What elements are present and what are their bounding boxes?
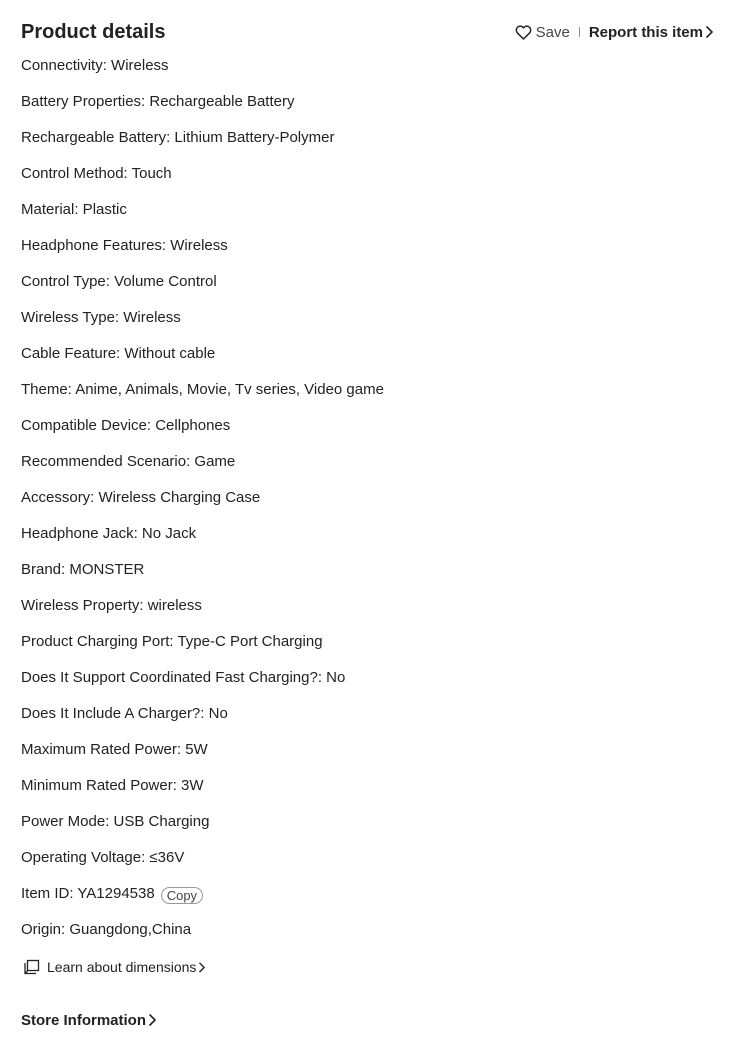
detail-row: Control Type: Volume Control [21,273,217,290]
chevron-right-icon [703,26,713,38]
detail-row: Connectivity: Wireless [21,57,169,74]
chevron-right-icon [146,1014,156,1026]
detail-row: Theme: Anime, Animals, Movie, Tv series, Video game [21,381,384,398]
detail-row: Does It Support Coordinated Fast Charging?: No [21,669,346,686]
detail-row: Maximum Rated Power: 5W [21,741,208,758]
save-label: Save [535,23,570,41]
detail-row: Headphone Features: Wireless [21,237,228,254]
detail-row: Control Method: Touch [21,165,172,182]
origin-row: Origin: Guangdong,China [21,921,192,938]
save-button[interactable] [515,24,570,41]
detail-row: Brand: MONSTER [21,561,145,578]
detail-row: Headphone Jack: No Jack [21,525,197,542]
header-actions [515,18,713,46]
detail-row: Rechargeable Battery: Lithium Battery-Polymer [21,129,335,146]
detail-row: Product Charging Port: Type-C Port Charging [21,633,323,650]
detail-row: Accessory: Wireless Charging Case [21,489,261,506]
detail-row: Does It Include A Charger?: No [21,705,228,722]
detail-row: Operating Voltage: ≤36V [21,849,185,866]
page-title: Product details [21,21,166,43]
detail-row: Minimum Rated Power: 3W [21,777,204,794]
product-details-list [21,48,711,948]
detail-row: Material: Plastic [21,201,127,218]
detail-row: Power Mode: USB Charging [21,813,210,830]
detail-row: Recommended Scenario: Game [21,453,236,470]
detail-row: Wireless Property: wireless [21,597,202,614]
item-id-text: Item ID: YA1294538 [21,885,155,902]
product-details-header [21,18,713,46]
report-item-link[interactable] [589,24,713,41]
item-id-row [21,876,711,912]
report-label: Report this item [588,23,703,41]
learn-about-dimensions-link[interactable] [24,956,205,978]
store-information-link[interactable] [21,1008,156,1032]
store-information-label: Store Information [21,1011,147,1029]
dimensions-label: Learn about dimensions [47,959,197,975]
copy-button[interactable]: Copy [161,887,203,904]
heart-icon [515,25,536,40]
detail-row: Wireless Type: Wireless [21,309,181,326]
detail-row: Battery Properties: Rechargeable Battery [21,93,295,110]
detail-row: Cable Feature: Without cable [21,345,216,362]
chevron-right-icon [199,962,205,973]
detail-row: Compatible Device: Cellphones [21,417,231,434]
divider [579,27,580,37]
dimensions-icon [24,959,40,975]
